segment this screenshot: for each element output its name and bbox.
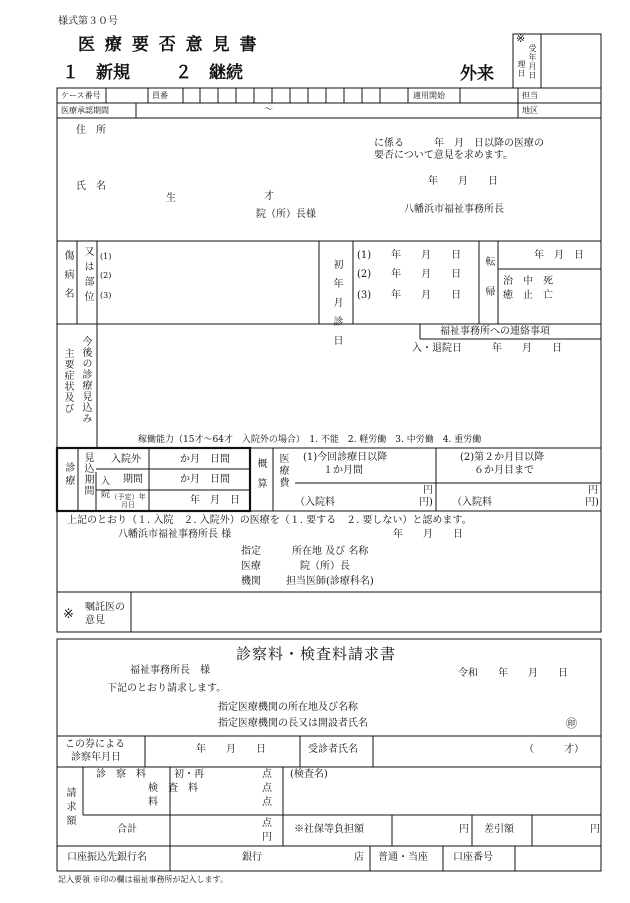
cost-col1-yen: 円 (423, 485, 433, 496)
invoice-date: 令和 年 月 日 (458, 668, 568, 679)
cost-col2-yen: 円 (588, 485, 598, 496)
disease-item-2: (2) (100, 271, 112, 280)
start-date-label: 適用開始 (413, 91, 445, 100)
district-label: 地区 (522, 106, 538, 115)
approval-date: 年 月 日 (393, 529, 463, 540)
patient-name-label: 受診者氏名 (308, 744, 358, 755)
invoice-text: 下記のとおり請求します。 (107, 683, 227, 694)
member-number-label: 員番 (152, 91, 168, 100)
period-row-label: 期間 (123, 474, 143, 485)
disease-item-3: (3) (100, 291, 112, 300)
approval-period-tilde: ～ (264, 105, 274, 115)
claim-label: 請求額 (64, 787, 75, 829)
designated-label-1: 指定 (241, 546, 261, 557)
cost-label: 概算 (255, 458, 266, 498)
first-visit-date-3: (3) 年 月 日 (357, 290, 462, 301)
invoice-title: 診察料・検査料請求書 (236, 645, 397, 663)
institution-head-label: 指定医療機関の長又は開設者氏名 (218, 718, 368, 729)
total-yen: 円 (262, 832, 272, 843)
prospect-label-2: 見込期間 (82, 452, 93, 496)
disease-part-label: 又は部位 (82, 246, 93, 306)
case-number-label: ケース番号 (61, 91, 101, 100)
institution-address-label: 指定医療機関の所在地及び名称 (218, 702, 358, 713)
address-label: 住 所 (76, 125, 106, 136)
exam-date: 年 月 日 (196, 744, 266, 755)
exam-date-label-1: この券による (65, 739, 125, 750)
balance-label: 差引額 (484, 824, 514, 835)
approval-text[interactable]: 上記のとおり（１. 入院 ２. 入院外）の医療を（１. 要する ２. 要しない）と認めます。 (67, 515, 472, 526)
cost-col2-title: (2)第２か月目以降 (460, 452, 545, 463)
first-visit-date-1: (1) 年 月 日 (357, 250, 462, 261)
outpatient-row-value: か月 日間 (180, 454, 230, 465)
request-text: 要否について意見を求めます。 (374, 150, 513, 161)
option-continue[interactable]: ２ 継続 (175, 63, 243, 83)
bank-label: 口座振込先銀行名 (67, 852, 147, 863)
balance-yen: 円 (590, 824, 600, 835)
test-name-label: (検査名) (290, 769, 328, 780)
invoice-to: 福祉事務所長 様 (130, 665, 210, 676)
branch-name: 店 (354, 852, 364, 863)
cost-col2-sub: ６か月目まで (474, 465, 534, 476)
option-new[interactable]: １ 新規 (62, 63, 130, 83)
outpatient-row-label: 入院外 (111, 454, 141, 465)
account-number-label: 口座番号 (453, 852, 493, 863)
receipt-process-label: 理日 (517, 60, 526, 78)
commission-label: 嘱託医の意見 (85, 602, 125, 626)
age-label: 才 (264, 191, 274, 202)
first-visit-date-2: (2) 年 月 日 (357, 269, 462, 280)
admit-discharge-date: 入・退院日 年 月 日 (412, 343, 562, 354)
medical-cost-label: 医療費 (277, 453, 288, 489)
disease-item-1: (1) (100, 252, 112, 261)
copay-label: ※社保等負担額 (294, 824, 364, 835)
account-type[interactable]: 普通・当座 (378, 852, 428, 863)
receipt-date-label: 受年月日 (528, 44, 537, 80)
points-1: 点 (262, 769, 272, 780)
patient-age: （ 才） (524, 744, 584, 755)
copay-yen: 円 (459, 824, 469, 835)
points-2: 点 (262, 783, 272, 794)
inpatient-label: 入院 (99, 476, 109, 502)
designated-line-2: 院（所）長 (300, 561, 350, 572)
total-points: 点 (262, 818, 272, 829)
prospect-label-1: 診療 (63, 462, 74, 488)
designated-line-1: 所在地 及び 名称 (292, 546, 369, 557)
cost-col1-close: 円) (419, 497, 433, 508)
fee-row-other: 料 (148, 797, 158, 808)
name-label: 氏 名 (76, 181, 106, 192)
outcome-options-row2[interactable]: 癒 止 亡 (503, 290, 553, 301)
outcome-label: 転帰 (483, 256, 494, 316)
total-label: 合計 (117, 824, 137, 835)
bank-name: 銀行 (242, 852, 262, 863)
cost-col1-sub: １か月間 (323, 465, 363, 476)
designated-line-3: 担当医師(診療科名) (286, 576, 374, 587)
commission-mark: ※ (63, 607, 74, 622)
first-repeat[interactable]: 初・再 (174, 769, 204, 780)
request-date: 年 月 日 (428, 176, 498, 187)
fee-row-test: 検 査 料 (148, 783, 198, 794)
work-capacity[interactable]: 稼働能力（15才～64才 入院外の場合） 1. 不能 2. 軽労働 3. 中労働 4. 重労働 (138, 435, 482, 445)
period-row-value: か月 日間 (180, 474, 230, 485)
outcome-date: 年 月 日 (534, 250, 584, 261)
approval-period-label: 医療承認期間 (61, 106, 109, 115)
footer-note: 記入要領 ※印の欄は福祉事務所が記入します。 (58, 875, 228, 884)
cost-col2-inpatient-fee: （入院料 (452, 497, 492, 508)
cost-col2-close: 円) (585, 497, 599, 508)
outcome-options-row1[interactable]: 治 中 死 (503, 276, 553, 287)
handler-label: 担当 (522, 91, 538, 100)
approval-office: 八幡浜市福祉事務所長 様 (118, 529, 232, 540)
cost-col1-inpatient-fee: （入院料 (295, 497, 335, 508)
outpatient-label: 外来 (460, 64, 494, 84)
scheduled-value: 年 月 日 (190, 495, 240, 506)
prognosis-label: 今後の診療見込み (80, 336, 91, 424)
cost-col1-title: (1)今回診療日以降 (303, 452, 388, 463)
form-number: 様式第３０号 (58, 16, 118, 27)
scheduled-label: （予定）年月日 (110, 493, 146, 509)
regarding-text: に係る 年 月 日以降の医療の (374, 138, 544, 149)
first-visit-label: 初年月診日 (331, 259, 342, 354)
office-head: 八幡浜市福祉事務所長 (404, 204, 504, 215)
symptoms-label: 主要症状及び (62, 348, 73, 414)
receipt-mark: ※ (516, 32, 526, 45)
form-title: 医 療 要 否 意 見 書 (78, 35, 259, 55)
designated-label-2: 医療 (241, 561, 261, 572)
fee-row-exam: 診 察 料 (96, 769, 146, 780)
seal-mark: ㊞ (566, 717, 577, 730)
hospital-head-label: 院（所）長様 (256, 209, 316, 220)
birth-label: 生 (166, 193, 176, 204)
points-3: 点 (262, 797, 272, 808)
disease-label: 傷病名 (62, 250, 73, 307)
contact-title: 福祉事務所への連絡事項 (440, 326, 550, 337)
exam-date-label-2: 診察年月日 (71, 752, 121, 763)
designated-label-3: 機関 (241, 576, 261, 587)
